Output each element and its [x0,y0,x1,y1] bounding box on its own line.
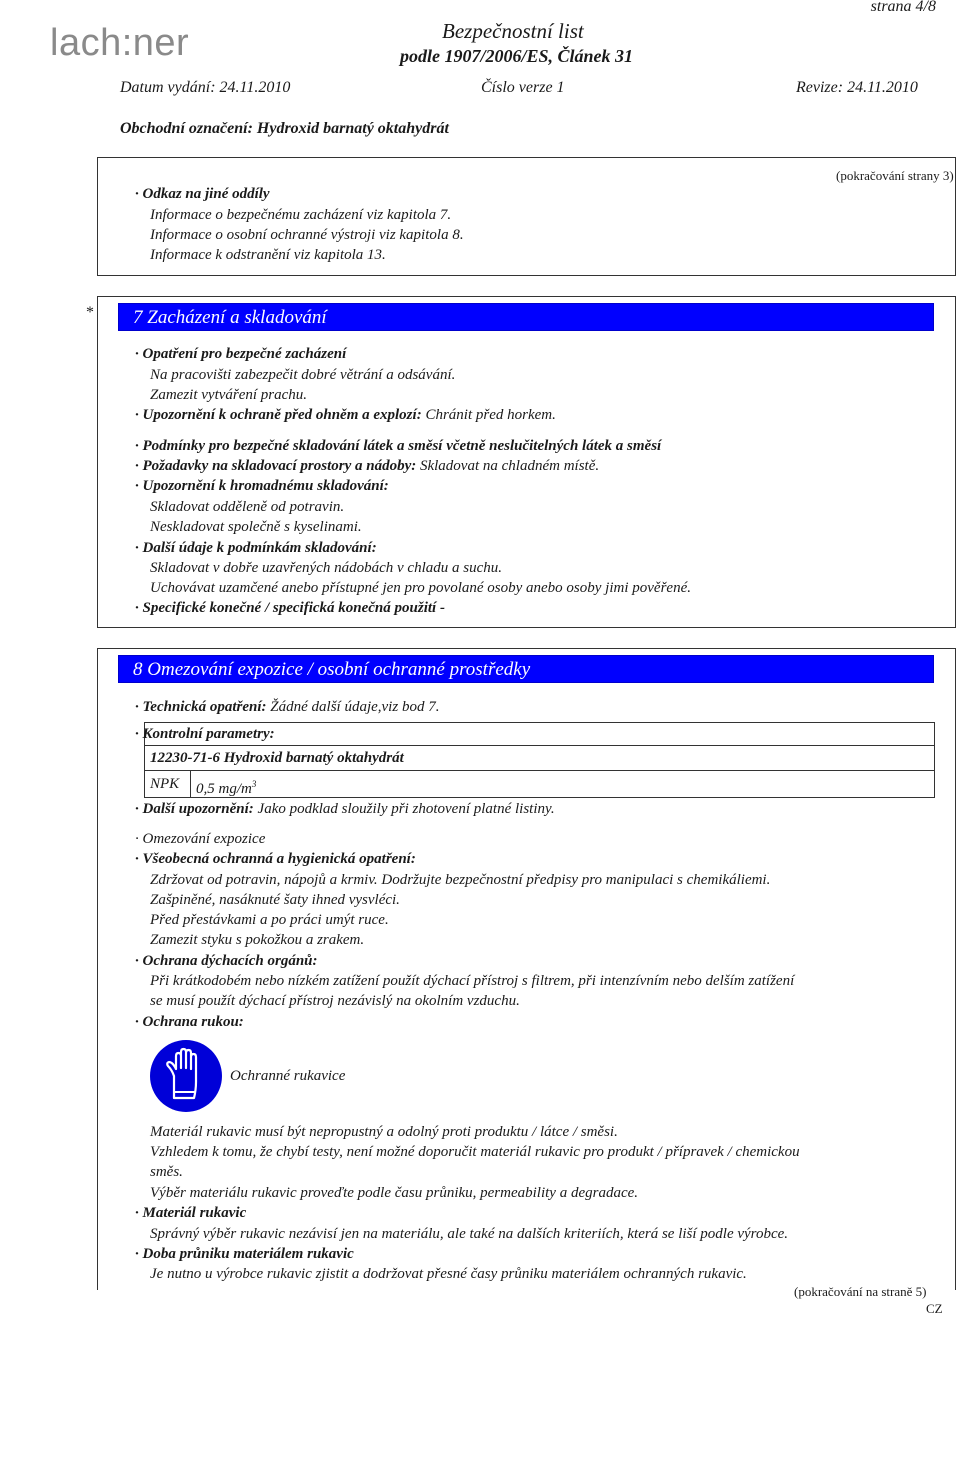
substance-name: 12230-71-6 Hydroxid barnatý oktahydrát [150,750,404,766]
revision-marker: * [86,304,94,321]
trade-name: Obchodní označení: Hydroxid barnatý oktahydrát [120,120,449,137]
glove-icon-graphic [150,1040,222,1112]
specific-end-use: · Specifické konečné / specifická konečná použití - [135,600,445,616]
glove-material-value: Správný výběr rukavic nezávisí jen na materiálu, ale také na dalších kriteriích, která se liší podle výrobce. [150,1226,789,1242]
references-heading: · Odkaz na jiné oddíly [135,186,270,202]
issue-date: Datum vydání: 24.11.2010 [120,79,291,96]
npk-number: 0,5 mg/m [196,781,252,797]
reference-line: Informace o bezpečnému zacházení viz kapitola 7. [150,207,452,223]
common-storage-label: · Upozornění k hromadnému skladování: [135,478,389,494]
handling-line: Zamezit vytváření prachu. [150,387,308,403]
revision-date: Revize: 24.11.2010 [796,79,918,96]
section-8-header [118,655,934,683]
hygiene-line: Zamezit styku s pokožkou a zrakem. [150,932,365,948]
section-8-title: 8 Omezování expozice / osobní ochranné prostředky [133,659,531,680]
exposure-heading: · Omezování expozice [135,831,266,847]
fire-protection-label: · Upozornění k ochraně před ohněm a explozí: [135,407,422,423]
divider [144,770,935,771]
gloves-caption: Ochranné rukavice [230,1068,346,1084]
storage-heading: · Podmínky pro bezpečné skladování látek a směsí včetně neslučitelných látek a směsí [135,438,662,454]
gloves-line: Vzhledem k tomu, že chybí testy, není možné doporučit materiál rukavic pro produkt / přípravek / chemickou [150,1144,800,1160]
storage-requirements-label: · Požadavky na skladovací prostory a nádoby: [135,458,417,474]
hand-protection-label: · Ochrana rukou: [135,1014,244,1030]
gloves-line: směs. [150,1164,183,1180]
further-storage-line: Skladovat v dobře uzavřených nádobách v chladu a suchu. [150,560,502,576]
version-number: Číslo verze 1 [481,79,565,96]
handling-line: Na pracovišti zabezpečit dobré větrání a odsávání. [150,367,456,383]
npk-exponent: 3 [251,779,257,789]
hygiene-line: Před přestávkami a po práci umýt ruce. [150,912,389,928]
hygiene-line: Zdržovat od potravin, nápojů a krmiv. Dodržujte bezpečnostní předpisy pro manipulaci s chemikáliemi. [150,872,771,888]
npk-value [196,774,256,799]
section-7-title: 7 Zacházení a skladování [133,307,327,328]
page-number: strana 4/8 [870,0,936,15]
storage-requirements [135,456,599,476]
reference-line: Informace o osobní ochranné výstroji viz kapitola 8. [150,227,464,243]
common-storage-line: Skladovat odděleně od potravin. [150,499,345,515]
breakthrough-label: · Doba průniku materiálem rukavic [135,1246,354,1262]
reference-line: Informace k odstranění viz kapitola 13. [150,247,386,263]
continuation-to-next: (pokračování na straně 5) [794,1284,927,1299]
gloves-line: Výběr materiálu rukavic proveďte podle času průniku, permeability a degradace. [150,1185,639,1201]
hygiene-line: Zašpiněné, nasáknuté šaty ihned vysvléci. [150,892,400,908]
respiratory-label: · Ochrana dýchacích orgánů: [135,953,318,969]
breakthrough-value: Je nutno u výrobce rukavic zjistit a dodržovat přesné časy průniku materiálem ochranných rukavic. [150,1266,747,1282]
further-storage-line: Uchovávat uzamčené anebo přístupné jen pro povolané osoby anebo osoby jimi pověřené. [150,580,691,596]
control-parameters-label: · Kontrolní parametry: [135,726,275,742]
handling-heading: · Opatření pro bezpečné zacházení [135,346,347,362]
glove-icon [150,1040,222,1112]
further-storage-label: · Další údaje k podmínkám skladování: [135,540,377,556]
fire-protection [135,405,556,425]
references-box [97,157,956,276]
further-info-value: Jako podklad sloužily při zhotovení platné listiny. [257,801,555,817]
further-info-label: · Další upozornění: [135,801,254,817]
storage-requirements-value: Skladovat na chladném místě. [419,458,600,474]
further-info [135,799,555,819]
fire-protection-value: Chránit před horkem. [425,407,556,423]
language-code: CZ [926,1301,943,1316]
technical-measures [135,697,439,717]
document-subtitle: podle 1907/2006/ES, Článek 31 [400,46,634,66]
gloves-line: Materiál rukavic musí být nepropustný a odolný proti produktu / látce / směsi. [150,1124,618,1140]
common-storage-line: Neskladovat společně s kyselinami. [150,519,362,535]
npk-label: NPK [150,776,180,792]
company-logo: lach:ner [50,22,190,64]
technical-measures-value: Žádné další údaje,viz bod 7. [270,699,440,715]
document-title: Bezpečnostní list [442,19,584,43]
continuation-from-previous: (pokračování strany 3) [836,168,954,183]
section-7-header [118,303,934,331]
hygiene-label: · Všeobecná ochranná a hygienická opatření: [135,851,416,867]
respiratory-line: Při krátkodobém nebo nízkém zatížení použít dýchací přístroj s filtrem, při intenzívním nebo delším zatížení [150,973,795,989]
technical-measures-label: · Technická opatření: [135,699,267,715]
divider [144,745,935,746]
divider [190,770,191,797]
glove-material-label: · Materiál rukavic [135,1205,247,1221]
respiratory-line: se musí použít dýchací přístroj nezávislý na okolním vzduchu. [150,993,520,1009]
